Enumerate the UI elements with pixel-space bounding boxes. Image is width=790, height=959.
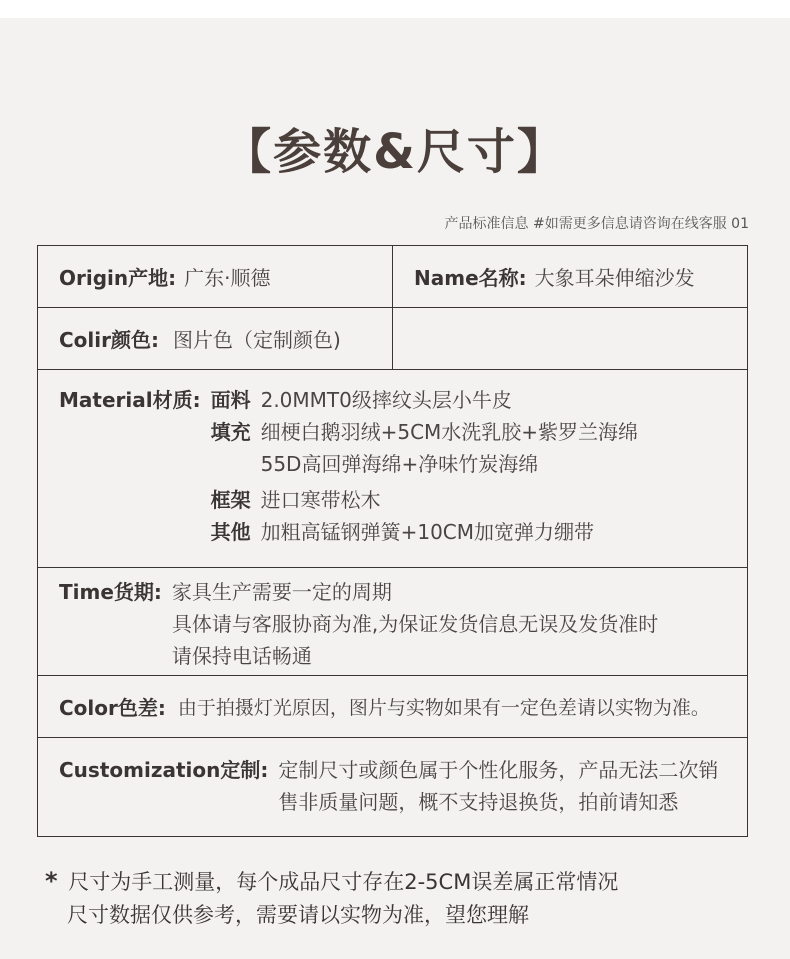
custom-label: Customization定制: [59,758,269,782]
row-color [38,308,747,370]
time-grid [59,576,747,672]
name-value: 大象耳朵伸缩沙发 [534,266,695,290]
material-key: 其他 [210,520,251,544]
name-cell [392,246,747,307]
empty-cell [392,308,747,369]
material-key: 填充 [210,420,251,444]
diff-value: 由于拍摄灯光原因，图片与实物如果有一定色差请以实物为准。 [177,697,710,719]
diff-label: Color色差: [59,696,166,720]
page-title: 【参数&尺寸】 [223,124,567,180]
color-value: 图片色（定制颜色) [173,328,341,352]
info-note: 产品标准信息 #如需更多信息请咨询在线客服 01 [444,216,749,232]
row-material [38,370,747,568]
origin-label: Origin产地: [59,266,177,290]
footnote-line [45,899,618,932]
row-color-diff [38,676,747,738]
name-label: Name名称: [414,266,527,290]
material-line: 2.0MMT0级摔纹头层小牛皮 [260,388,512,412]
custom-line: 售非质量问题，概不支持退换货，拍前请知悉 [278,790,679,814]
asterisk-icon: * [45,867,58,895]
footnote-line [45,865,618,899]
time-label: Time货期: [59,580,162,604]
footnote [45,865,618,932]
time-line: 家具生产需要一定的周期 [171,580,392,604]
material-key: 框架 [210,488,251,512]
material-grid [59,384,747,548]
origin-cell [38,246,392,307]
material-line: 细梗白鹅羽绒+5CM水洗乳胶+紫罗兰海绵 [260,420,639,444]
footnote-text: 尺寸为手工测量，每个成品尺寸存在2-5CM误差属正常情况 [68,870,619,894]
material-line: 加粗高锰钢弹簧+10CM加宽弹力绷带 [260,520,595,544]
custom-grid [59,754,747,818]
row-custom [38,738,747,836]
time-line: 具体请与客服协商为准,为保证发货信息无误及发货准时 [171,612,659,636]
material-line: 进口寒带松木 [260,488,381,512]
origin-value: 广东·顺德 [184,266,271,290]
color-label: Colir颜色: [59,328,159,352]
custom-line: 定制尺寸或颜色属于个性化服务，产品无法二次销 [278,758,719,782]
material-key: 面料 [210,388,251,412]
footnote-text: 尺寸数据仅供参考，需要请以实物为准，望您理解 [67,903,529,927]
parameter-page [0,18,790,959]
material-label: Material材质: [59,388,201,412]
spec-table [37,245,748,837]
row-time [38,568,747,676]
color-cell [38,308,392,369]
row-origin-name [38,246,747,308]
material-line: 55D高回弹海绵+净味竹炭海绵 [260,452,539,476]
time-line: 请保持电话畅通 [171,644,312,668]
